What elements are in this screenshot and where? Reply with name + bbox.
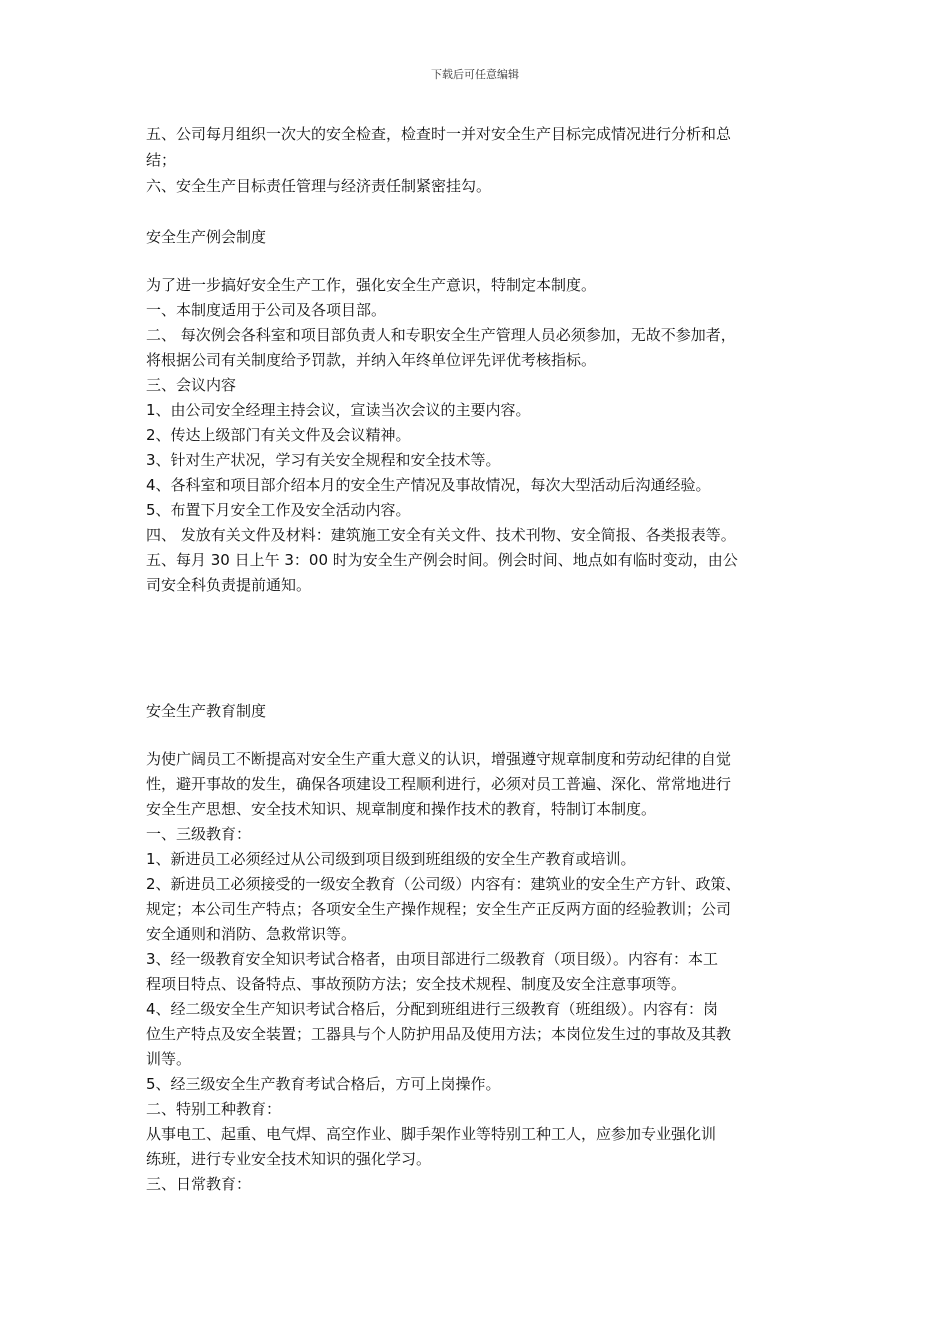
text-line: 一、三级教育： <box>146 825 252 843</box>
text-line: 3、针对生产状况，学习有关安全规程和安全技术等。 <box>146 451 501 469</box>
text-line: 从事电工、起重、电气焊、高空作业、脚手架作业等特别工种工人，应参加专业强化训 <box>146 1125 717 1143</box>
text-line: 为了进一步搞好安全生产工作，强化安全生产意识，特制定本制度。 <box>146 276 597 294</box>
text-line: 位生产特点及安全装置；工器具与个人防护用品及使用方法；本岗位发生过的事故及其教 <box>146 1025 732 1043</box>
text-line: 二、 每次例会各科室和项目部负责人和专职安全生产管理人员必须参加，无故不参加者， <box>146 326 736 344</box>
text-line: 3、经一级教育安全知识考试合格者，由项目部进行二级教育（项目级）。内容有：本工 <box>146 950 719 968</box>
text-line: 五、每月 30 日上午 3：00 时为安全生产例会时间。例会时间、地点如有临时变动，由公 <box>146 551 738 569</box>
text-line: 六、安全生产目标责任管理与经济责任制紧密挂勾。 <box>146 177 492 195</box>
text-line: 将根据公司有关制度给予罚款，并纳入年终单位评先评优考核指标。 <box>146 351 597 369</box>
text-line: 2、传达上级部门有关文件及会议精神。 <box>146 426 411 444</box>
text-line: 安全生产思想、安全技术知识、规章制度和操作技术的教育，特制订本制度。 <box>146 800 657 818</box>
text-line: 5、布置下月安全工作及安全活动内容。 <box>146 501 411 519</box>
text-line: 二、特别工种教育： <box>146 1100 282 1118</box>
text-line: 三、会议内容 <box>146 376 237 394</box>
text-line: 练班，进行专业安全技术知识的强化学习。 <box>146 1150 432 1168</box>
text-line: 三、日常教育： <box>146 1175 252 1193</box>
text-line: 4、各科室和项目部介绍本月的安全生产情况及事故情况，每次大型活动后沟通经验。 <box>146 476 711 494</box>
text-line: 结； <box>146 151 177 169</box>
text-line: 2、新进员工必须接受的一级安全教育（公司级）内容有：建筑业的安全生产方针、政策、 <box>146 875 741 893</box>
text-line: 为使广阔员工不断提高对安全生产重大意义的认识，增强遵守规章制度和劳动纪律的自觉 <box>146 750 732 768</box>
text-line: 4、经二级安全生产知识考试合格后，分配到班组进行三级教育（班组级）。内容有：岗 <box>146 1000 719 1018</box>
text-line: 司安全科负责提前通知。 <box>146 576 312 594</box>
text-line: 1、由公司安全经理主持会议，宣读当次会议的主要内容。 <box>146 401 531 419</box>
text-line: 一、本制度适用于公司及各项目部。 <box>146 301 387 319</box>
text-line: 规定；本公司生产特点；各项安全生产操作规程；安全生产正反两方面的经验教训；公司 <box>146 900 732 918</box>
text-line: 训等。 <box>146 1050 192 1068</box>
header-note: 下载后可任意编辑 <box>431 68 519 81</box>
text-line: 性，避开事故的发生，确保各项建设工程顺利进行，必须对员工普遍、深化、常常地进行 <box>146 775 732 793</box>
section-title-meeting: 安全生产例会制度 <box>146 228 267 246</box>
text-line: 四、 发放有关文件及材料：建筑施工安全有关文件、技术刊物、安全简报、各类报表等。 <box>146 526 736 544</box>
text-line: 五、公司每月组织一次大的安全检查，检查时一并对安全生产目标完成情况进行分析和总 <box>146 125 732 143</box>
text-line: 1、新进员工必须经过从公司级到项目级到班组级的安全生产教育或培训。 <box>146 850 636 868</box>
text-line: 程项目特点、设备特点、事故预防方法；安全技术规程、制度及安全注意事项等。 <box>146 975 687 993</box>
text-line: 5、经三级安全生产教育考试合格后，方可上岗操作。 <box>146 1075 501 1093</box>
section-title-education: 安全生产教育制度 <box>146 702 267 720</box>
text-line: 安全通则和消防、急救常识等。 <box>146 925 357 943</box>
